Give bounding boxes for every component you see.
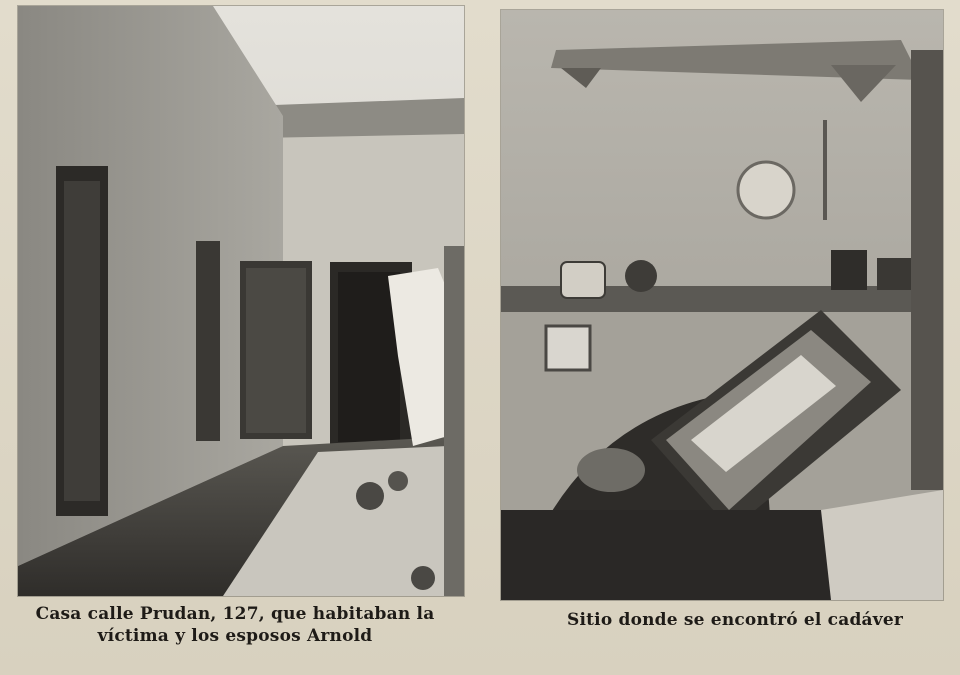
courtyard-photo — [18, 6, 464, 596]
courtyard-photo-drawing — [18, 6, 464, 596]
caption-kitchen — [515, 609, 955, 631]
caption-courtyard — [0, 603, 470, 647]
kitchen-photo-drawing — [501, 10, 943, 600]
caption-kitchen-line1: Sitio donde se encontró el cadáver — [566, 610, 904, 630]
caption-courtyard-line2: víctima y los esposos Arnold — [97, 626, 373, 646]
kitchen-photo — [501, 10, 943, 600]
caption-courtyard-line1: Casa calle Prudan, 127, que habitaban la — [35, 604, 435, 624]
